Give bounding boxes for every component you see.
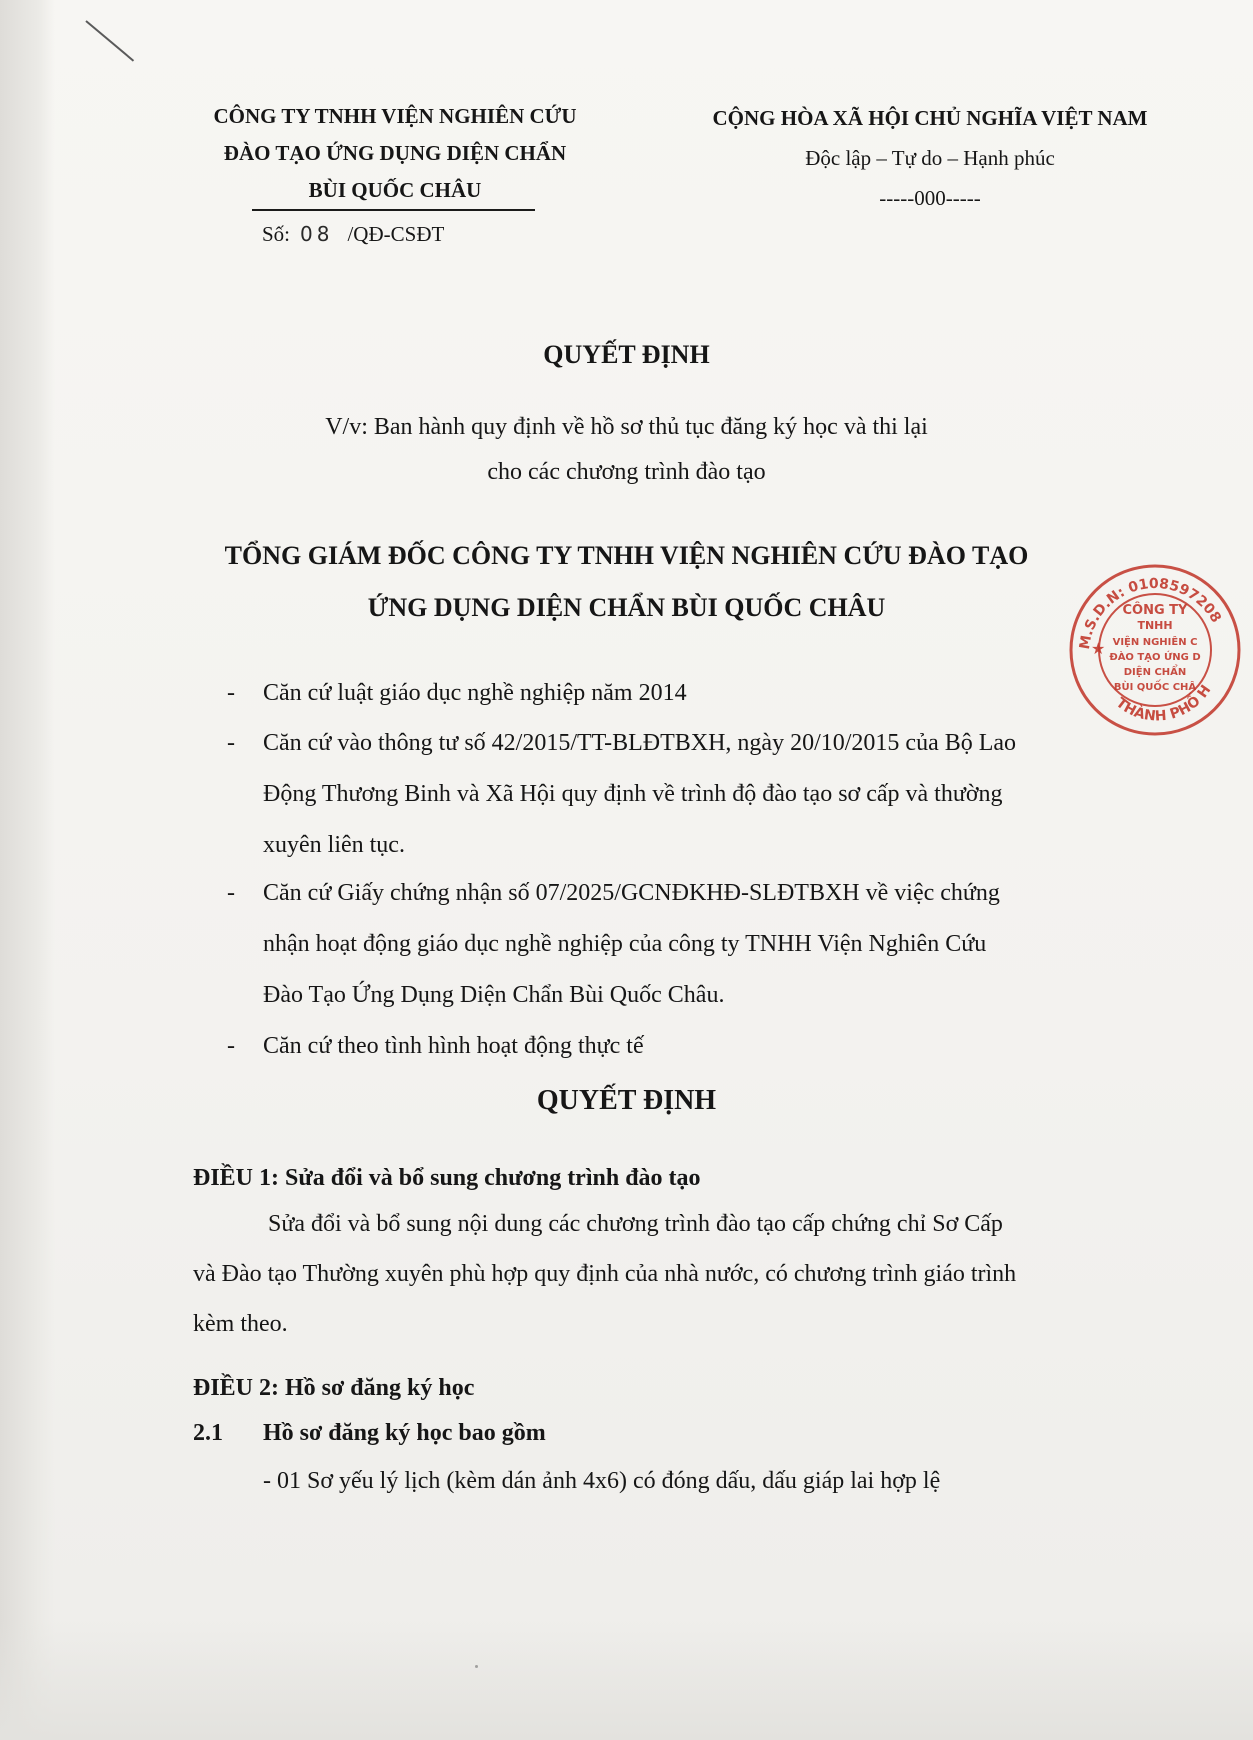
legal-basis-text: Căn cứ luật giáo dục nghề nghiệp năm 2014 (263, 680, 687, 706)
section-title: Hồ sơ đăng ký học bao gồm (263, 1420, 546, 1446)
legal-basis-text: nhận hoạt động giáo dục nghề nghiệp của công ty TNHH Viện Nghiên Cứu (263, 931, 987, 957)
article-1-line-1: Sửa đổi và bổ sung nội dung các chương trình đào tạo cấp chứng chỉ Sơ Cấp (268, 1211, 1003, 1237)
national-motto: Độc lập – Tự do – Hạnh phúc (805, 146, 1055, 170)
header-underline (252, 209, 535, 211)
legal-basis-text: Căn cứ Giấy chứng nhận số 07/2025/GCNĐKHĐ-SLĐTBXH về việc chứng (263, 880, 1000, 906)
star-icon: ★ (1091, 639, 1106, 658)
seal-line-1: CÔNG TY (1122, 603, 1188, 618)
legal-basis-text: Căn cứ vào thông tư số 42/2015/TT-BLĐTBXH, ngày 20/10/2015 của Bộ Lao (263, 730, 1017, 756)
legal-basis-text: Đào Tạo Ứng Dụng Diện Chẩn Bùi Quốc Châu. (263, 982, 725, 1008)
authority-line-1: TỔNG GIÁM ĐỐC CÔNG TY TNHH VIỆN NGHIÊN CỨU ĐÀO TẠO (224, 541, 1029, 570)
seal-line-5: DIỆN CHẨN (1123, 667, 1187, 678)
company-name-line-2: ĐÀO TẠO ỨNG DỤNG DIỆN CHẨN (223, 141, 567, 165)
bullet-dash: - (227, 680, 235, 706)
decision-heading: QUYẾT ĐỊNH (536, 1085, 717, 1116)
bullet-dash: - (227, 1033, 235, 1059)
bullet-dash: - (227, 880, 235, 906)
requirement-item-1: - 01 Sơ yếu lý lịch (kèm dán ảnh 4x6) có đóng dấu, dấu giáp lai hợp lệ (263, 1468, 941, 1494)
seal-line-6: BÙI QUỐC CHÂ (1113, 682, 1197, 693)
seal-line-2: TNHH (1137, 619, 1173, 632)
document-number-suffix: /QĐ-CSĐT (347, 222, 445, 246)
subject-line-2: cho các chương trình đào tạo (487, 459, 766, 485)
nation-name: CỘNG HÒA XÃ HỘI CHỦ NGHĨA VIỆT NAM (712, 106, 1148, 130)
article-1-heading: ĐIỀU 1: Sửa đổi và bổ sung chương trình đào tạo (193, 1165, 701, 1191)
document-number (262, 222, 444, 247)
scan-mark (85, 20, 134, 61)
scan-speck (475, 1665, 478, 1668)
document-number-prefix: Số: (262, 222, 291, 246)
seal-line-4: ĐÀO TẠO ỨNG D (1109, 652, 1201, 663)
legal-basis-text: Căn cứ theo tình hình hoạt động thực tế (263, 1033, 644, 1059)
header-separator: -----000----- (879, 186, 981, 210)
article-1-line-3: kèm theo. (193, 1311, 288, 1337)
seal-line-3: VIỆN NGHIÊN C (1112, 637, 1198, 648)
national-header (680, 98, 1180, 218)
article-1-line-2: và Đào tạo Thường xuyên phù hợp quy định của nhà nước, có chương trình giáo trình (193, 1261, 1017, 1287)
decision-title: QUYẾT ĐỊNH (543, 340, 710, 369)
authority-line-2: ỨNG DỤNG DIỆN CHẨN BÙI QUỐC CHÂU (367, 593, 886, 622)
decision-subject (0, 405, 1253, 495)
section-number: 2.1 (193, 1420, 223, 1446)
company-seal (1067, 562, 1243, 738)
legal-basis-text: Động Thương Binh và Xã Hội quy định về trình độ đào tạo sơ cấp và thường (263, 781, 1003, 807)
company-header (200, 98, 590, 209)
article-2-heading: ĐIỀU 2: Hồ sơ đăng ký học (193, 1375, 475, 1401)
seal-city-text: THÀNH PHỐ H (1112, 682, 1215, 725)
legal-basis-text: xuyên liên tục. (263, 832, 405, 858)
bullet-dash: - (227, 730, 235, 756)
seal-graphic (1067, 562, 1243, 738)
document-number-value: 08 (300, 222, 334, 246)
company-name-line-1: CÔNG TY TNHH VIỆN NGHIÊN CỨU (213, 104, 577, 128)
seal-registration-text: M.S.D.N: 0108597208 (1076, 575, 1224, 651)
company-name-line-3: BÙI QUỐC CHÂU (308, 178, 482, 202)
subject-line-1: V/v: Ban hành quy định về hồ sơ thủ tục đăng ký học và thi lại (325, 414, 928, 440)
issuing-authority (0, 530, 1253, 634)
